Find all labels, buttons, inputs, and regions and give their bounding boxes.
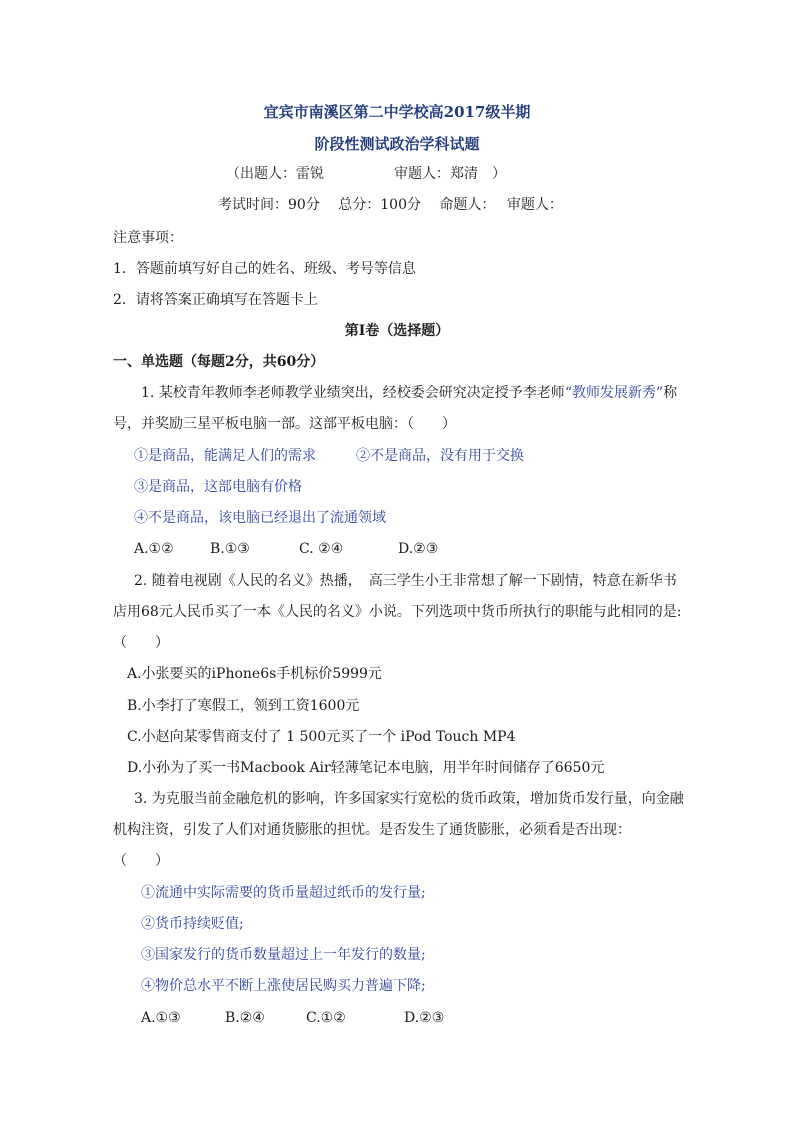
q1-option-4: ④不是商品，该电脑已经退出了流通领域 xyxy=(134,510,386,526)
q3-answer-d: D.②③ xyxy=(404,1010,445,1026)
exam-title-line2: 阶段性测试政治学科试题 xyxy=(314,135,480,153)
q1-stem-line1 xyxy=(141,383,677,403)
q3-option-4: ④物价总水平不断上涨使居民购买力普遍下降; xyxy=(141,978,426,994)
notes-item-1: 1．答题前填写好自己的姓名、班级、考号等信息 xyxy=(113,261,416,277)
q3-answer-a: A.①③ xyxy=(141,1010,181,1026)
q2-option-c: C.小赵向某零售商支付了 1 500元买了一个 iPod Touch MP4 xyxy=(127,729,516,745)
q3-stem-line1: 3. 为克服当前金融危机的影响，许多国家实行宽松的货币政策，增加货币发行量，向金融 xyxy=(134,791,684,807)
q2-stem-line1: 2. 随着电视剧《人民的名义》热播， 高三学生小王非常想了解一下剧情，特意在新华书 xyxy=(134,573,677,589)
q3-stem-line2: 机构注资，引发了人们对通货膨胀的担忧。是否发生了通货膨胀，必须看是否出现： xyxy=(113,822,631,838)
q1-answer-a: A.①② xyxy=(134,541,174,557)
q2-stem-line3: （ ） xyxy=(113,635,169,651)
q3-answer-b: B.②④ xyxy=(225,1010,265,1026)
q2-stem-line2: 店用68元人民币买了一本《人民的名义》小说。下列选项中货币所执行的职能与此相同的是: xyxy=(113,604,682,620)
notes-heading: 注意事项： xyxy=(113,230,183,246)
q1-stem-part-a: 1. 某校青年教师李老师教学业绩突出，经校委会研究决定授予李老师 xyxy=(141,385,565,401)
exam-title-line1: 宜宾市南溪区第二中学校高2017级半期 xyxy=(263,103,531,121)
authors-line: （出题人：雷锐 审题人：郑清 ） xyxy=(226,166,506,182)
notes-item-2: 2．请将答案正确填写在答题卡上 xyxy=(113,292,318,308)
q1-option-3: ③是商品，这部电脑有价格 xyxy=(134,479,302,495)
q3-answer-c: C.①② xyxy=(306,1010,346,1026)
q1-answer-d: D.②③ xyxy=(398,541,439,557)
volume-title: 第I卷（选择题） xyxy=(344,323,450,339)
q1-stem-line2: 号，并奖励三星平板电脑一部。这部平板电脑：（ ） xyxy=(113,416,456,432)
q1-answer-c: C. ②④ xyxy=(299,541,344,557)
q2-option-a: A.小张要买的iPhone6s手机标价5999元 xyxy=(127,666,382,682)
q3-option-1: ①流通中实际需要的货币量超过纸币的发行量; xyxy=(141,885,426,901)
q1-option-1: ①是商品，能满足人们的需求 xyxy=(134,448,316,464)
q3-option-2: ②货币持续贬值; xyxy=(141,916,244,932)
part-title: 一、单选题（每题2分，共60分） xyxy=(113,354,325,370)
q1-answer-b: B.①③ xyxy=(210,541,250,557)
q2-option-b: B.小李打了寒假工，领到工资1600元 xyxy=(127,698,360,714)
q2-option-d: D.小孙为了买一书Macbook Air轻薄笔记本电脑，用半年时间储存了6650元 xyxy=(127,760,605,776)
q1-stem-part-b: 称 xyxy=(663,385,678,401)
q3-stem-line3: （ ） xyxy=(113,853,169,869)
q3-option-3: ③国家发行的货币数量超过上一年发行的数量; xyxy=(141,947,426,963)
q1-option-2: ②不是商品，没有用于交换 xyxy=(356,448,524,464)
exam-info-line: 考试时间：90分 总分：100分 命题人： 审题人： xyxy=(218,197,563,213)
q1-stem-quote: “教师发展新秀” xyxy=(564,385,664,401)
